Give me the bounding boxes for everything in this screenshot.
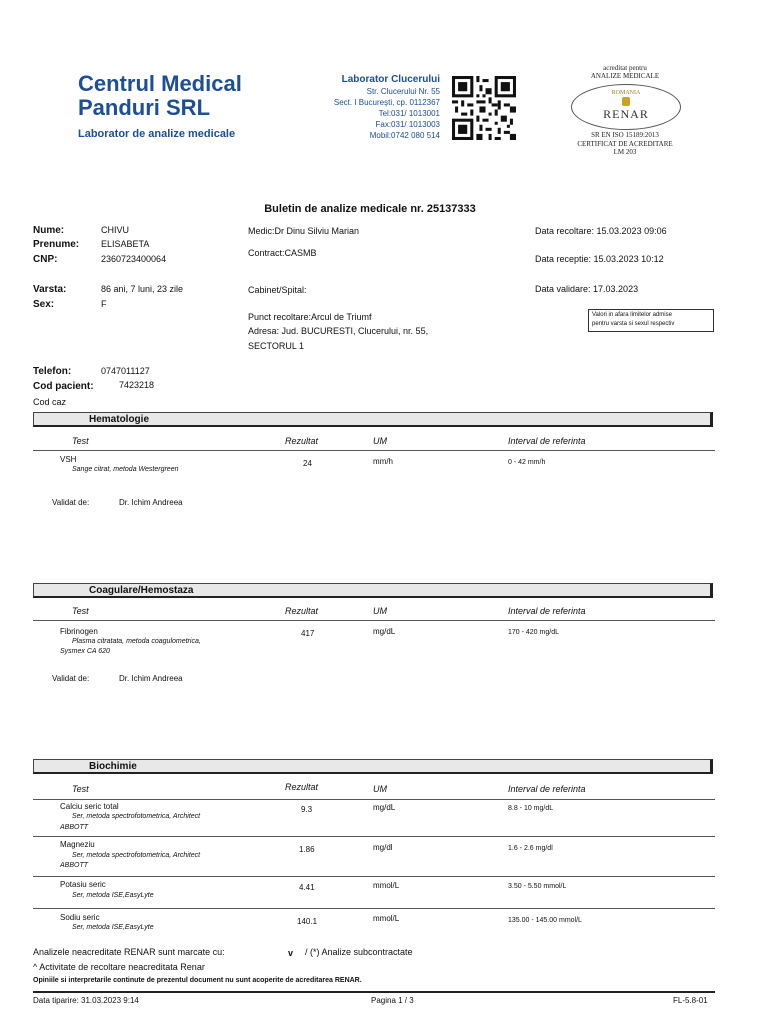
sex-label: Sex: (33, 299, 55, 310)
cod-pacient-label: Cod pacient: (33, 381, 94, 392)
test-um: mm/h (373, 457, 393, 466)
test-um: mg/dl (373, 843, 393, 852)
varsta-label: Varsta: (33, 284, 67, 295)
test-method-2: ABBOTT (60, 824, 89, 831)
lab-mobile: Mobil:0742 080 514 (369, 131, 440, 140)
test-method: Plasma citratata, metoda coagulometrica, (72, 638, 201, 645)
section-hematologie (33, 412, 713, 427)
note-line2: pentru varsta si sexul respectiv (592, 321, 675, 327)
medic: Medic:Dr Dinu Silviu Marian (248, 226, 360, 236)
sex-value: F (101, 299, 107, 309)
out-of-range-note (588, 309, 714, 332)
cnp-value: 2360723400064 (101, 254, 167, 264)
col-test: Test (72, 606, 89, 616)
telefon-label: Telefon: (33, 366, 72, 377)
section-title: Hematologie (89, 414, 150, 425)
note-line1: Valori in afara limitelor admise (592, 312, 672, 318)
data-receptie: Data receptie: 15.03.2023 10:12 (535, 254, 664, 264)
test-method-2: ABBOTT (60, 862, 89, 869)
accreditation-top-2: ANALIZE MEDICALE (590, 72, 660, 80)
varsta-value: 86 ani, 7 luni, 23 zile (101, 284, 184, 294)
col-interval: Interval de referinta (508, 784, 586, 794)
data-recoltare: Data recoltare: 15.03.2023 09:06 (535, 226, 667, 236)
subcontract-note: / (*) Analize subcontractate (305, 947, 413, 957)
test-result: 24 (303, 459, 312, 468)
test-um: mg/dL (373, 803, 396, 812)
divider (33, 908, 715, 909)
prenume-value: ELISABETA (101, 239, 150, 249)
company-name-line1: Centrul Medical (78, 71, 242, 96)
validat-label: Validat de: (52, 674, 90, 683)
validat-value: Dr. Ichim Andreea (119, 674, 183, 683)
test-method: Sange citrat, metoda Westergreen (72, 466, 179, 473)
section-title: Coagulare/Hemostaza (89, 585, 194, 596)
contract: Contract:CASMB (248, 248, 317, 258)
accreditation-block (560, 64, 690, 80)
renar-logo (571, 84, 681, 130)
adresa-line1: Adresa: Jud. BUCURESTI, Clucerului, nr. 55, (248, 326, 429, 336)
divider (33, 876, 715, 877)
test-result: 417 (301, 629, 315, 638)
report-title: Buletin de analize medicale nr. 25137333 (264, 203, 476, 215)
test-ref: 3.50 - 5.50 mmol/L (508, 883, 567, 890)
test-name: Calciu seric total (60, 802, 119, 811)
accreditation-standard: SR EN ISO 15189:2013 (591, 131, 659, 139)
test-name: Magneziu (60, 840, 95, 849)
cod-caz-label: Cod caz (33, 397, 67, 407)
validat-value: Dr. Ichim Andreea (119, 498, 183, 507)
test-method: Ser, metoda spectrofotometrica, Architect (72, 852, 201, 859)
test-um: mg/dL (373, 627, 396, 636)
col-rezultat: Rezultat (285, 436, 319, 446)
col-um: UM (373, 784, 387, 794)
company-name-line2: Panduri SRL (78, 95, 211, 120)
divider (33, 620, 715, 621)
test-um: mmol/L (373, 914, 400, 923)
lab-info (300, 74, 440, 141)
cnp-label: CNP: (33, 254, 58, 265)
col-test: Test (72, 436, 89, 446)
accreditation-cert: CERTIFICAT DE ACREDITARE (577, 139, 673, 148)
adresa-line2: SECTORUL 1 (248, 341, 305, 351)
data-tiparire: Data tiparire: 31.03.2023 9:14 (33, 996, 139, 1005)
test-ref: 8.8 - 10 mg/dL (508, 805, 554, 812)
col-rezultat: Rezultat (285, 782, 319, 792)
renar-note: Analizele neacreditate RENAR sunt marcate cu: (33, 947, 225, 957)
test-method-2: Sysmex CA 620 (60, 648, 110, 655)
test-ref: 170 - 420 mg/dL (508, 629, 559, 636)
qr-code-icon (452, 76, 516, 140)
test-result: 4.41 (299, 883, 315, 892)
lab-address-2: Sect. I București, cp. 0112367 (333, 98, 440, 107)
company-subtitle: Laborator de analize medicale (78, 128, 236, 140)
check-mark: v (288, 948, 294, 958)
test-name: Sodiu seric (60, 913, 100, 922)
section-biochimie (33, 759, 713, 774)
lab-phone: Tel:031/ 1013001 (378, 109, 440, 118)
test-ref: 135.00 - 145.00 mmol/L (508, 917, 582, 924)
test-ref: 1.6 - 2.6 mg/dl (508, 845, 553, 852)
section-title: Biochimie (89, 761, 137, 772)
coat-of-arms-icon (622, 97, 630, 106)
nume-label: Nume: (33, 225, 65, 236)
nume-value: CHIVU (101, 225, 130, 235)
test-result: 1.86 (299, 845, 315, 854)
accreditation-certificate (560, 131, 690, 157)
section-coagulare (33, 583, 713, 598)
col-interval: Interval de referinta (508, 436, 586, 446)
validat-label: Validat de: (52, 498, 90, 507)
lab-fax: Fax:031/ 1013003 (375, 120, 440, 129)
test-result: 140.1 (297, 917, 318, 926)
test-method: Ser, metoda ISE,EasyLyte (72, 892, 154, 899)
divider (33, 450, 715, 451)
activitate-note: ^ Activitate de recoltare neacreditata Renar (33, 962, 205, 972)
footer-divider (33, 991, 715, 993)
test-ref: 0 - 42 mm/h (508, 459, 546, 466)
page-number: Pagina 1 / 3 (371, 996, 414, 1005)
cabinet: Cabinet/Spital: (248, 285, 307, 295)
divider (33, 836, 715, 837)
col-um: UM (373, 436, 387, 446)
col-interval: Interval de referinta (508, 606, 586, 616)
lab-address-1: Str. Clucerului Nr. 55 (366, 87, 440, 96)
accreditation-number: LM 203 (613, 148, 637, 156)
test-um: mmol/L (373, 881, 400, 890)
opinii-note: Opiniile si interpretarile continute de prezentul document nu sunt acoperite de acreditarea RENAR. (33, 977, 362, 984)
cod-pacient-value: 7423218 (119, 380, 155, 390)
col-test: Test (72, 784, 89, 794)
test-method: Ser, metoda ISE,EasyLyte (72, 924, 154, 931)
renar-logo-top: ROMANIA (611, 90, 641, 96)
col-um: UM (373, 606, 387, 616)
col-rezultat: Rezultat (285, 606, 319, 616)
form-code: FL-5.8-01 (673, 996, 708, 1005)
renar-logo-text: RENAR (603, 107, 649, 121)
data-validare: Data validare: 17.03.2023 (535, 284, 639, 294)
test-name: VSH (60, 455, 77, 464)
divider (33, 799, 715, 800)
test-result: 9.3 (301, 805, 313, 814)
telefon-value: 0747011127 (101, 366, 150, 376)
test-name: Fibrinogen (60, 627, 98, 636)
prenume-label: Prenume: (33, 239, 80, 250)
test-name: Potasiu seric (60, 880, 106, 889)
test-method: Ser, metoda spectrofotometrica, Architect (72, 813, 201, 820)
accreditation-top-1: acreditat pentru (603, 64, 647, 72)
punct-recoltare: Punct recoltare:Arcul de Triumf (248, 312, 372, 322)
lab-name: Laborator Clucerului (341, 74, 440, 85)
